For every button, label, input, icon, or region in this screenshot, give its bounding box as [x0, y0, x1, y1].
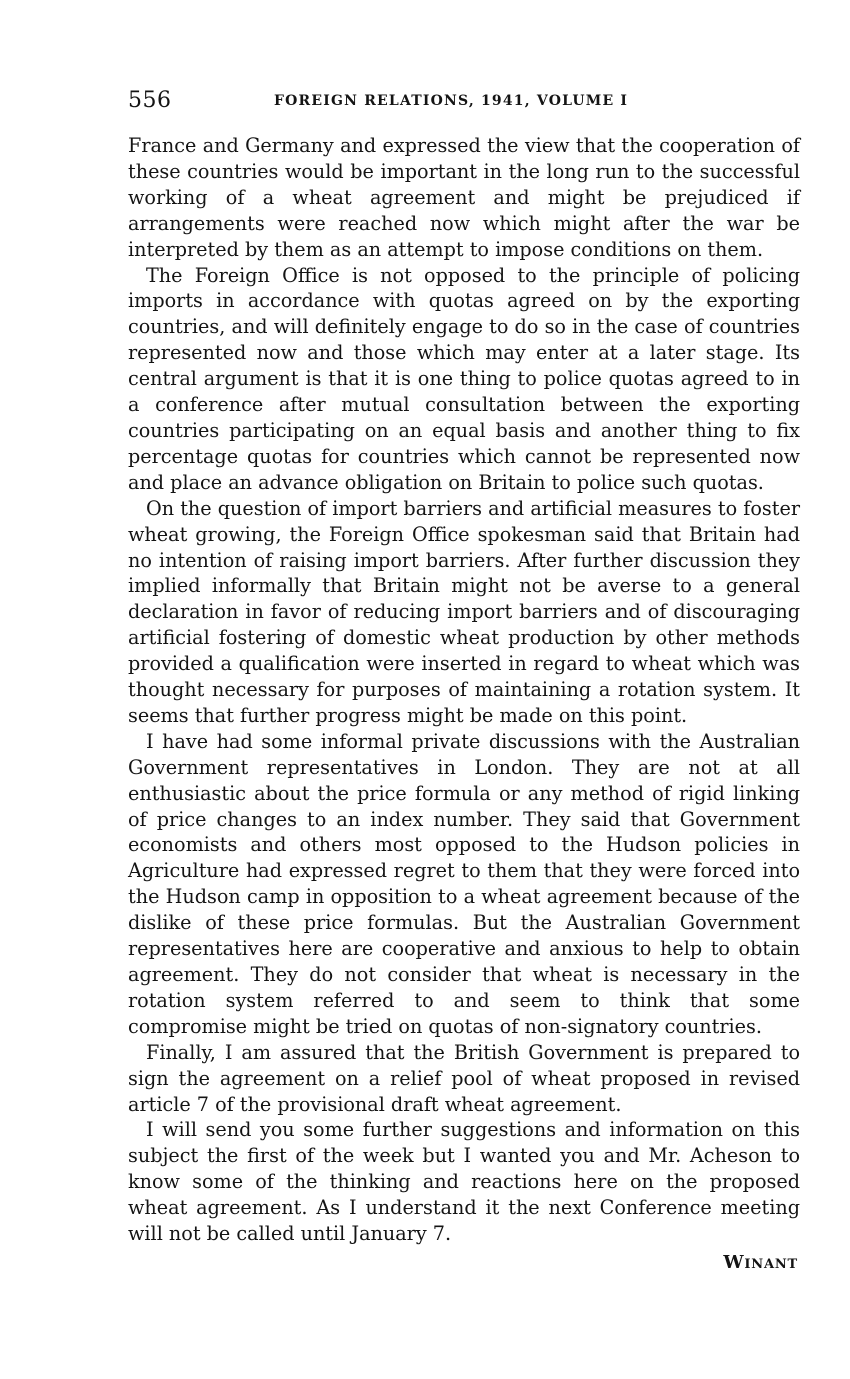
- paragraph-further-suggestions: I will send you some further suggestions and information on this subject the first of the week but I wanted you and Mr. Acheson to know some of the thinking and reactions here on the proposed wheat agreement. As I understand it the next Conference meeting will not be called until January 7.: [128, 1118, 800, 1246]
- page-number: 556: [128, 88, 172, 113]
- paragraph-australian-discussions: I have had some informal private discussions with the Australian Government representatives in London. They are not at all enthusiastic about the price formula or any method of rigid linking of price changes to an index number. They said that Government economists and others most opposed to the Hudson policies in Agriculture had expressed regret to them that they were forced into the Hudson camp in opposition to a wheat agreement because of the dislike of these price formulas. But the Australian Government representatives here are cooperative and anxious to help to obtain agreement. They do not consider that wheat is necessary in the rotation system referred to and seem to think that some compromise might be tried on quotas of non-signatory countries.: [128, 729, 800, 1038]
- paragraph-relief-pool: Finally, I am assured that the British Government is prepared to sign the agreement on a relief pool of wheat proposed in revised article 7 of the provisional draft wheat agreement.: [128, 1040, 800, 1116]
- paragraph-continuation: France and Germany and expressed the view that the cooperation of these countries would be important in the long run to the successful working of a wheat agreement and might be prejudiced if arrangements were reached now which might after the war be interpreted by them as an attempt to impose conditions on them.: [128, 134, 800, 261]
- page-header: [128, 88, 800, 118]
- paragraph-foreign-office-policing: The Foreign Office is not opposed to the principle of policing imports in accordance with quotas agreed on by the exporting countries, and will definitely engage to do so in the case of countries represented now and those which may enter at a later stage. Its central argument is that it is one thing to police quotas agreed to in a conference after mutual consultation between the exporting countries participating on an equal basis and another thing to fix percentage quotas for countries which cannot be represented now and place an advance obligation on Britain to police such quotas.: [128, 263, 800, 494]
- running-head: FOREIGN RELATIONS, 1941, VOLUME I: [274, 93, 629, 109]
- body-text: [128, 133, 800, 1247]
- paragraph-import-barriers: On the question of import barriers and artificial measures to foster wheat growing, the Foreign Office spokesman said that Britain had no intention of raising import barriers. After further discussion they implied informally that Britain might not be averse to a general declaration in favor of reducing import barriers and of discouraging artificial fostering of domestic wheat production by other methods provided a qualification were inserted in regard to wheat which was thought necessary for purposes of maintaining a rotation system. It seems that further progress might be made on this point.: [128, 496, 800, 727]
- signature: Winant: [723, 1252, 798, 1273]
